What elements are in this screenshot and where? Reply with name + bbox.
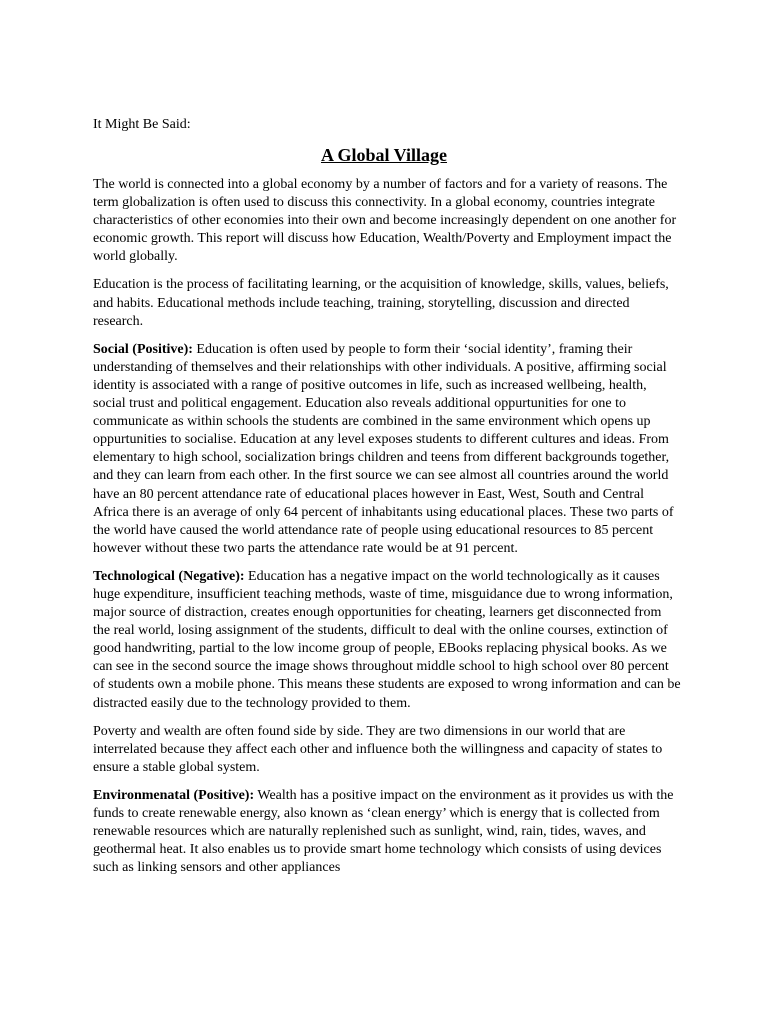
paragraph-social	[93, 341, 681, 558]
paragraph-text: Education is often used by people to form their ‘social identity’, framing their understanding of themselves and their relationships with other individuals. A positive, affirming social identity is associated with a range of positive outcomes in life, such as increased wellbeing, health, social trust and political engagement. Education also reveals additional oppurtunities for one to communicate as within schools the students are combined in the same environment which opens up oppurtunities to socialise. Education at any level exposes students to different cultures and ideas. From elementary to high school, socialization brings children and teens from different backgrounds together, and they can learn from each other. In the first source we can see almost all countries around the world have an 80 percent attendance rate of educational places however in East, West, South and Central Africa there is an average of only 64 percent of inhabitants using educational places. These two parts of the world have caused the world attendance rate of people using educational resources to 85 percent however without these two parts the attendance rate would be at 91 percent.	[93, 341, 674, 556]
paragraph-text: Education is the process of facilitating learning, or the acquisition of knowledge, skills, values, beliefs, and habits. Educational methods include teaching, training, storytelling, discussion and directed research.	[93, 277, 669, 329]
paragraph-heading: Social (Positive):	[93, 341, 193, 357]
document-title: A Global Village	[320, 145, 448, 165]
paragraph-heading: Technological (Negative):	[93, 568, 245, 584]
paragraph-heading: Environmenatal (Positive):	[93, 787, 255, 803]
preamble-text: It Might Be Said:	[93, 117, 191, 132]
paragraph-intro	[93, 176, 681, 266]
paragraph-text: Poverty and wealth are often found side by side. They are two dimensions in our world that are interrelated because they affect each other and influence both the willingness and capacity of states to ensure a stable global system.	[93, 723, 663, 775]
paragraph-environmental	[93, 787, 681, 877]
paragraph-poverty-wealth	[93, 723, 681, 777]
paragraph-text: The world is connected into a global economy by a number of factors and for a variety of reasons. The term globalization is often used to discuss this connectivity. In a global economy, countries integrate characteristics of other economies into their own and become increasingly dependent on one another for economic growth. This report will discuss how Education, Wealth/Poverty and Employment impact the world globally.	[93, 177, 677, 265]
document-body	[93, 176, 681, 887]
paragraph-education	[93, 276, 681, 330]
paragraph-text: Education has a negative impact on the world technologically as it causes huge expenditure, insufficient teaching methods, waste of time, misguidance due to wrong information, major source of distraction, creates enough opportunities for cheating, learners get disconnected from the real world, losing assignment of the students, difficult to deal with the online courses, extinction of good handwriting, partial to the low income group of people, EBooks replacing physical books. As we can see in the second source the image shows throughout middle school to high school over 80 percent of students own a mobile phone. This means these students are exposed to wrong information and can be distracted easily due to the technology provided to them.	[93, 568, 681, 711]
paragraph-technological	[93, 568, 681, 713]
paragraph-text: Wealth has a positive impact on the environment as it provides us with the funds to create renewable energy, also known as ‘clean energy’ which is energy that is collected from renewable resources which are naturally replenished such as sunlight, wind, rain, tides, waves, and geothermal heat. It also enables us to provide smart home technology which consists of using devices such as linking sensors and other appliances	[93, 787, 674, 876]
